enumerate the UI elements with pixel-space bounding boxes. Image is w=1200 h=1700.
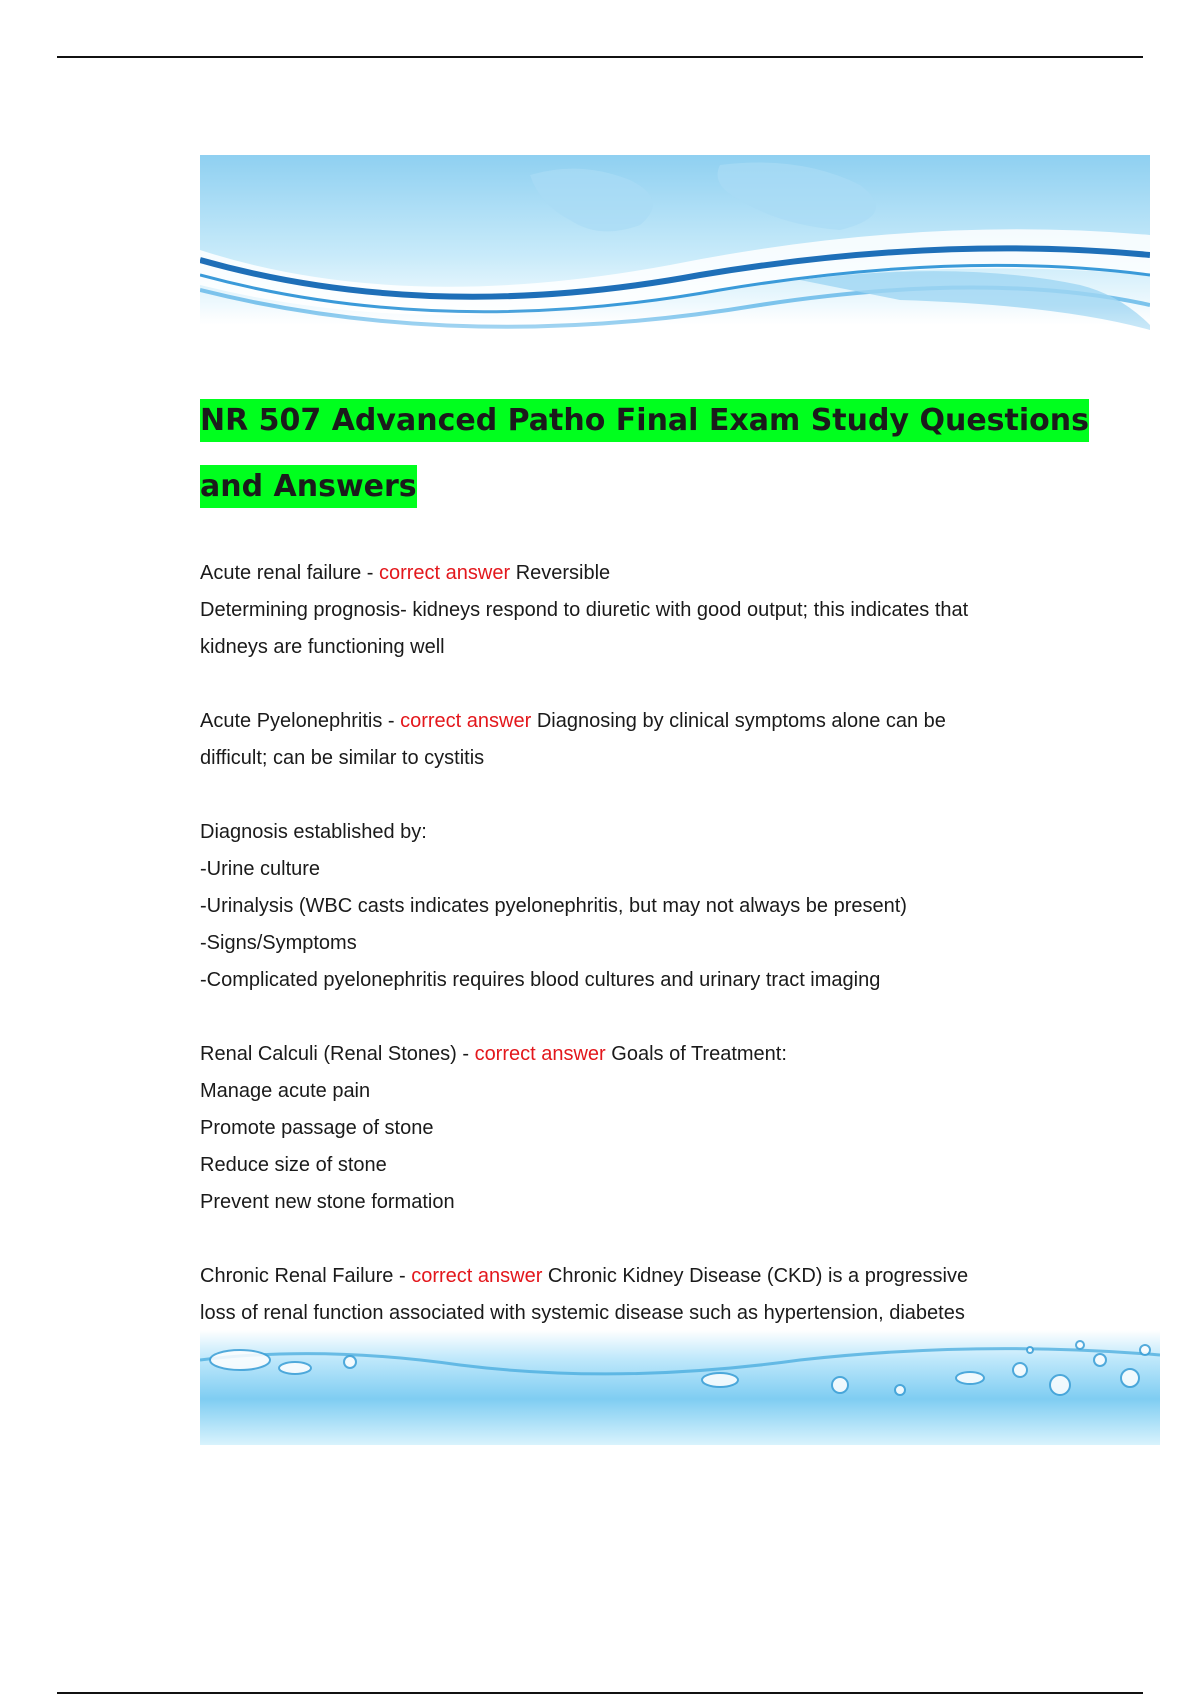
entry-line: Prevent new stone formation (200, 1191, 455, 1213)
entry-line: -Urine culture (200, 858, 321, 880)
entry-heading (200, 1258, 1040, 1295)
correct-answer-label: correct answer (411, 1265, 543, 1287)
entry-line: -Signs/Symptoms (200, 932, 357, 954)
spacer (200, 1221, 1040, 1258)
entry-line: kidneys are functioning well (200, 636, 445, 658)
entry-term: Renal Calculi (Renal Stones) - (200, 1043, 475, 1065)
spacer (200, 666, 1040, 703)
document-title (200, 388, 1100, 520)
entry-answer: Chronic Kidney Disease (CKD) is a progressive (542, 1265, 969, 1287)
correct-answer-label: correct answer (400, 710, 532, 732)
bottom-rule (57, 1692, 1143, 1694)
header-wave-banner (200, 155, 1150, 385)
entry-heading (200, 555, 1040, 592)
title-line-1: NR 507 Advanced Patho Final Exam Study Questions (200, 399, 1089, 442)
entry-heading (200, 703, 1040, 740)
entry-term: Chronic Renal Failure - (200, 1265, 412, 1287)
entry-heading (200, 1036, 1040, 1073)
footer-water-banner (200, 1330, 1160, 1445)
entry-term: Acute Pyelonephritis - (200, 710, 401, 732)
entry-term: Acute renal failure - (200, 562, 379, 584)
entry-line: Diagnosis established by: (200, 821, 427, 843)
entry-line: Manage acute pain (200, 1080, 371, 1102)
entry-line: Reduce size of stone (200, 1154, 387, 1176)
title-line-2: and Answers (200, 465, 417, 508)
spacer (200, 999, 1040, 1036)
entry-line: Promote passage of stone (200, 1117, 434, 1139)
entry-line: -Complicated pyelonephritis requires blood cultures and urinary tract imaging (200, 969, 881, 991)
entry-answer: Goals of Treatment: (605, 1043, 787, 1065)
qa-content (200, 555, 1040, 1332)
entry-line: difficult; can be similar to cystitis (200, 747, 485, 769)
entry-line: loss of renal function associated with systemic disease such as hypertension, diabetes (200, 1302, 965, 1324)
entry-answer: Diagnosing by clinical symptoms alone can be (531, 710, 946, 732)
spacer (200, 777, 1040, 814)
correct-answer-label: correct answer (378, 562, 511, 584)
entry-line: -Urinalysis (WBC casts indicates pyelonephritis, but may not always be present) (200, 895, 907, 917)
top-rule (57, 56, 1143, 58)
correct-answer-label: correct answer (474, 1043, 606, 1065)
entry-line: Determining prognosis- kidneys respond to diuretic with good output; this indicates that (200, 599, 969, 621)
entry-answer: Reversible (510, 562, 611, 584)
